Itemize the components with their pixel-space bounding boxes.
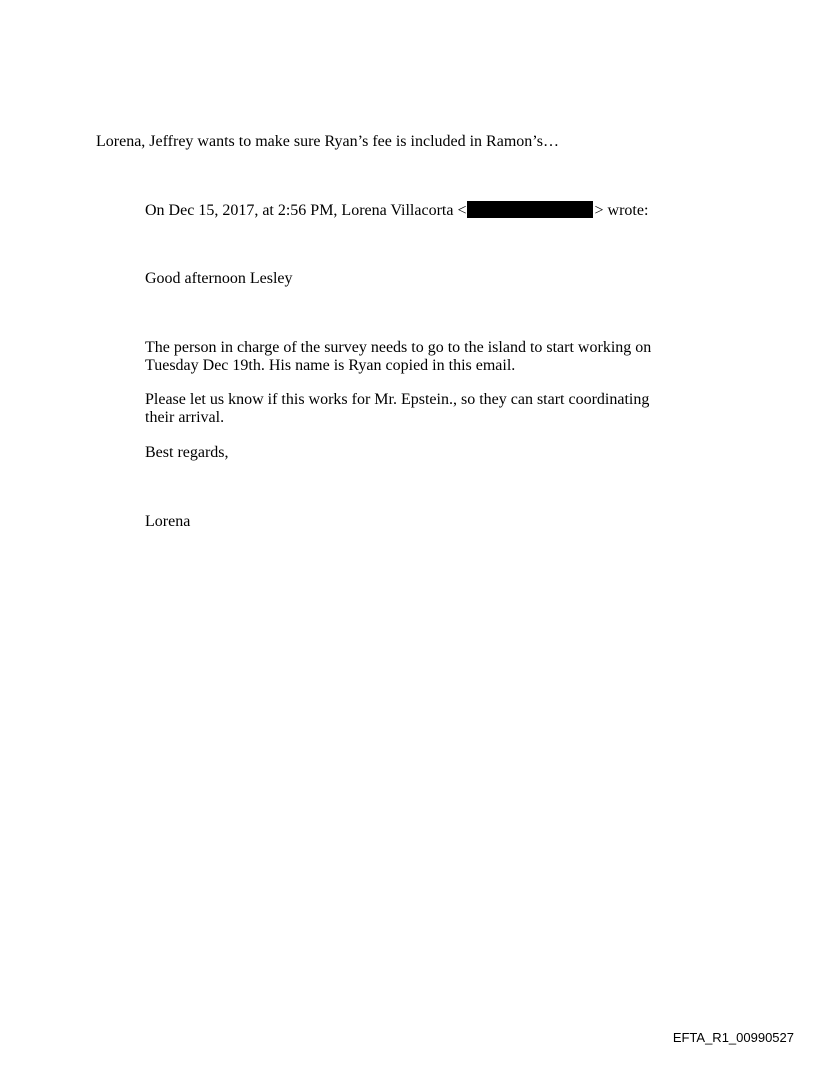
quoted-signature: Lorena (145, 513, 191, 530)
quoted-closing: Best regards, (145, 444, 229, 461)
quoted-greeting: Good afternoon Lesley (145, 270, 293, 287)
document-id-stamp: EFTA_R1_00990527 (672, 1030, 794, 1045)
quoted-paragraph-confirmation: Please let us know if this works for Mr. Epstein., so they can start coordinating their arrival. (145, 391, 650, 426)
quoted-email-header (145, 201, 665, 221)
quoted-header-prefix: On Dec 15, 2017, at 2:56 PM, Lorena Villacorta < (145, 202, 467, 219)
reply-message-text: Lorena, Jeffrey wants to make sure Ryan’s fee is included in Ramon’s… (96, 133, 559, 150)
quoted-header-suffix: > wrote: (594, 202, 649, 219)
redacted-email-address (467, 201, 593, 218)
quoted-header-line (145, 201, 665, 221)
quoted-paragraph-survey: The person in charge of the survey needs to go to the island to start working on Tuesday Dec 19th. His name is Ryan copied in this email. (145, 339, 652, 374)
